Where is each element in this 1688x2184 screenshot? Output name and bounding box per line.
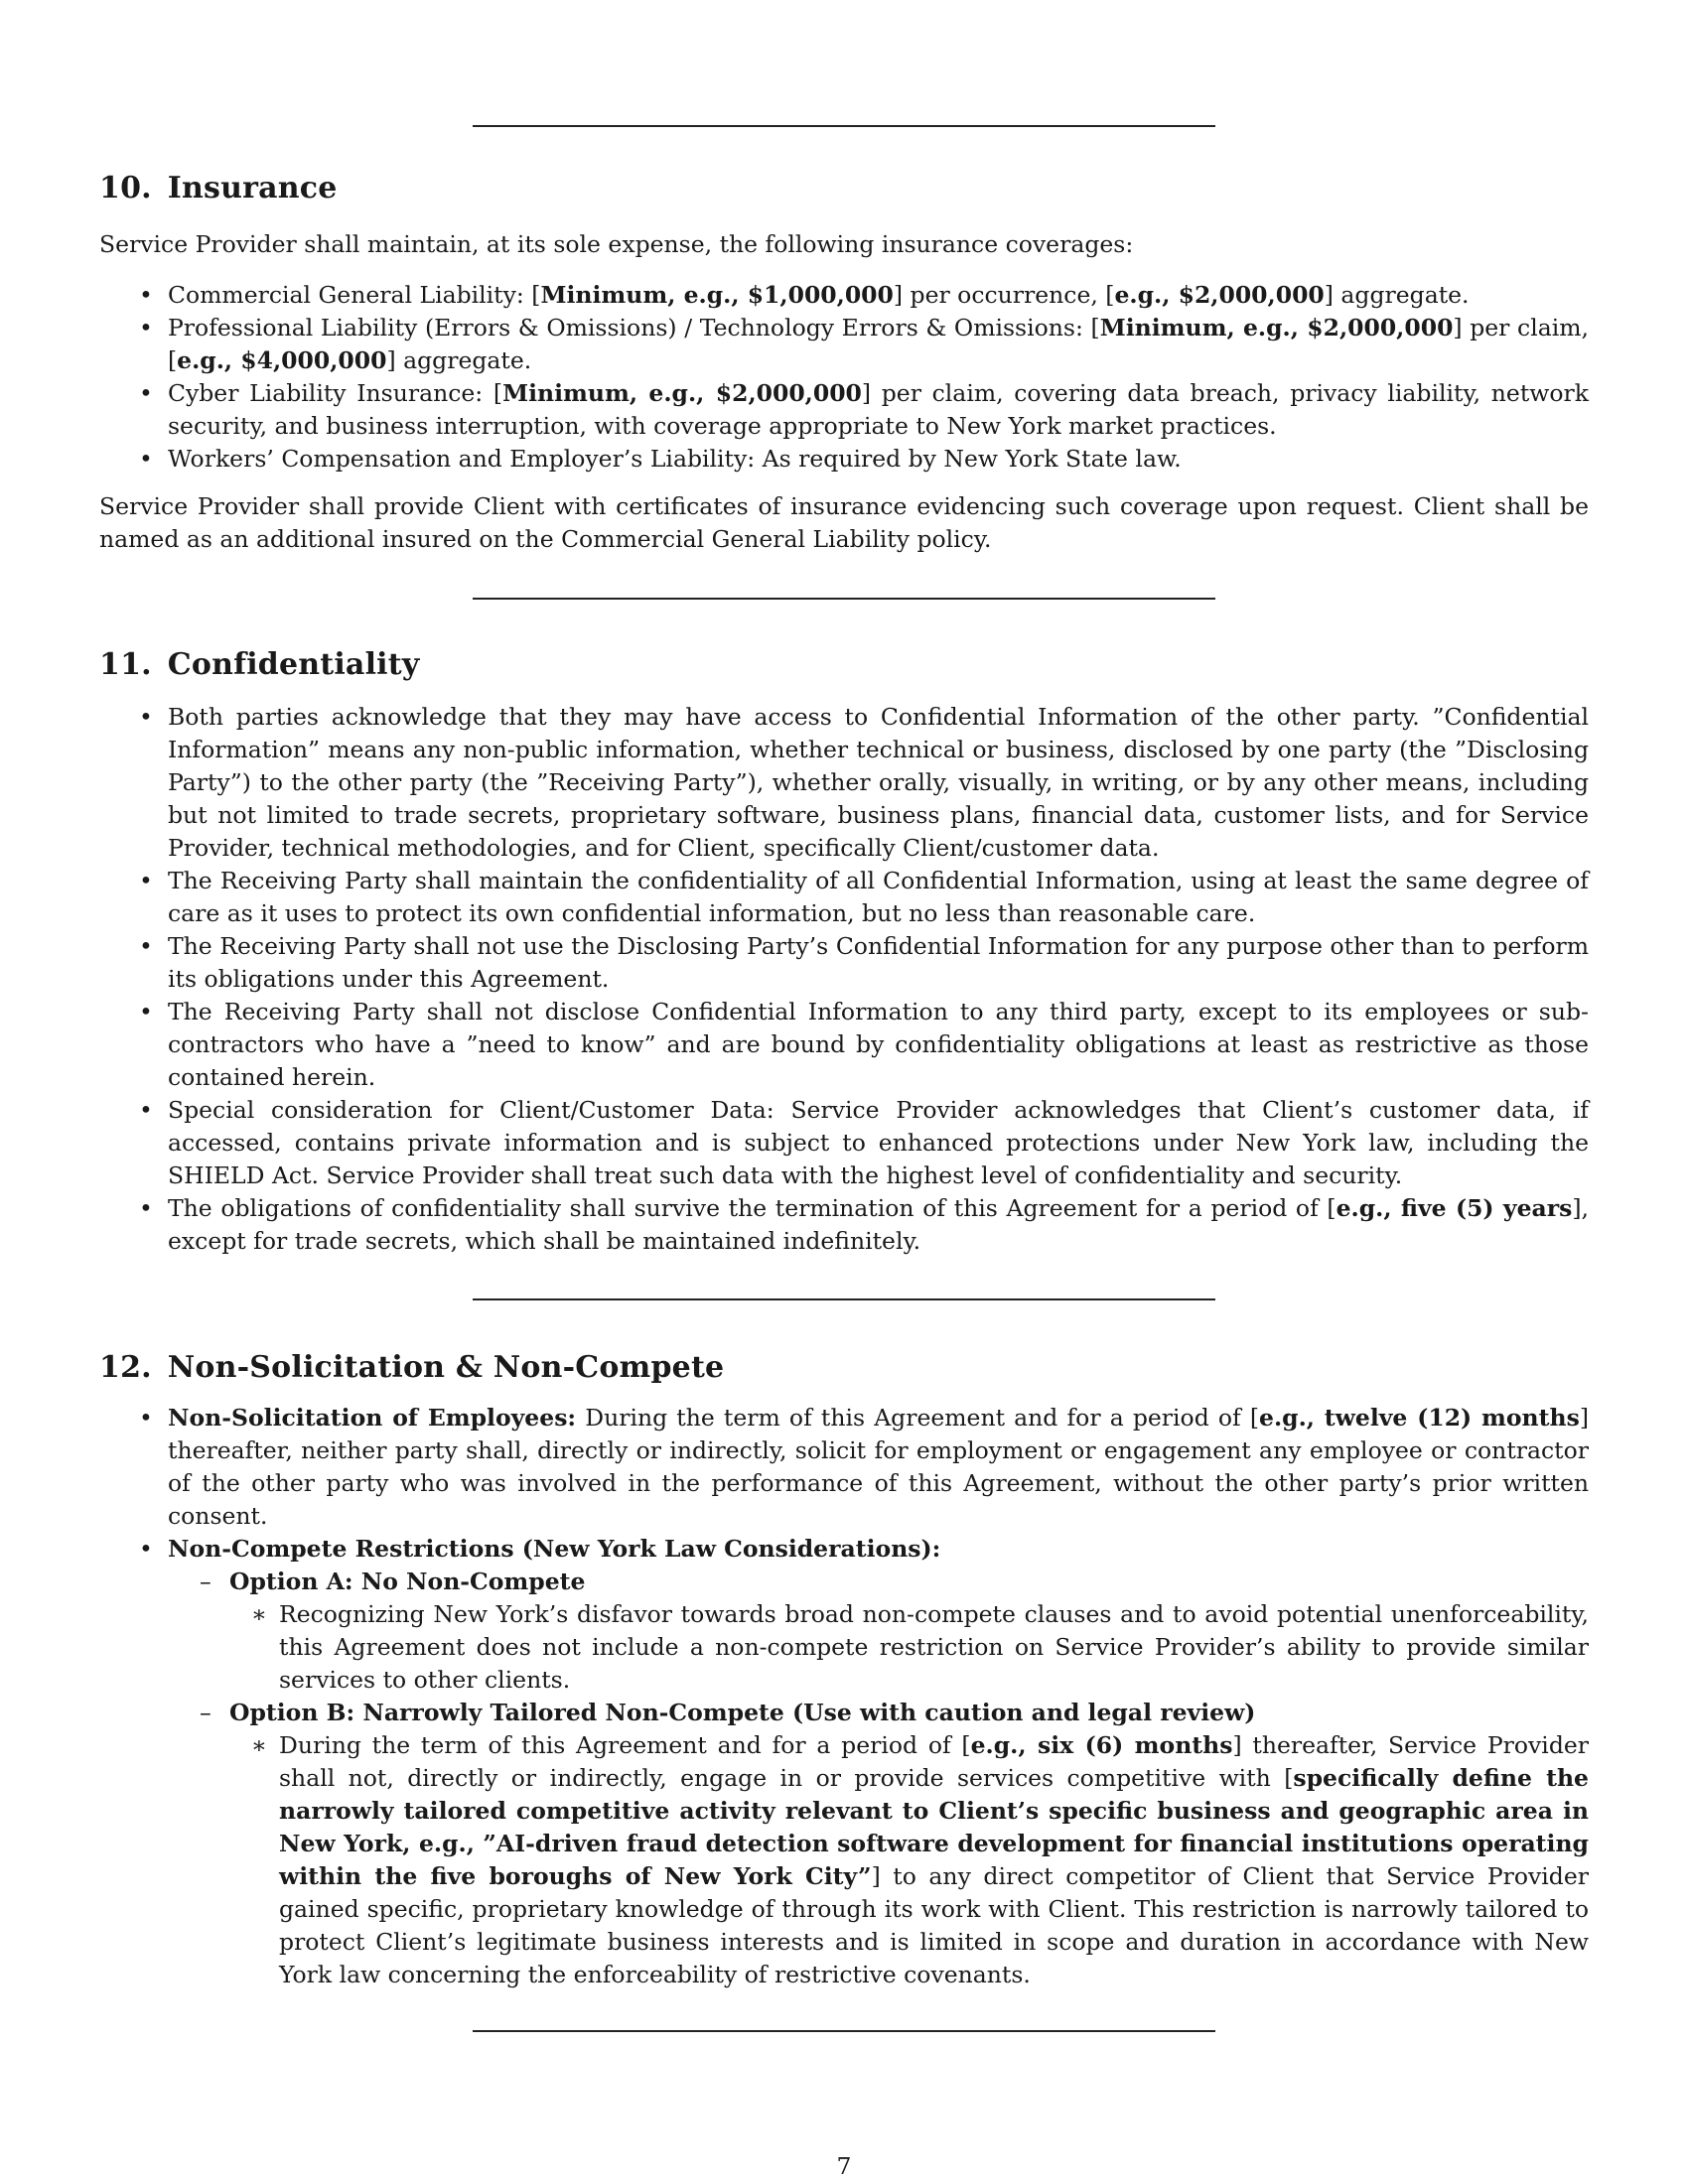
- list-item: • Cyber Liability Insurance: [Minimum, e.g., $2,000,000] per claim, covering data breach, privacy liability, network security, and business interruption, with coverage appropriate to New York market practices.: [99, 377, 1589, 443]
- section-number: 11.: [99, 647, 152, 682]
- star-bullet: ∗: [251, 1731, 267, 1759]
- list-item: • Workers’ Compensation and Employer’s Liability: As required by New York State law.: [99, 443, 1589, 476]
- insurance-list: [99, 279, 1589, 476]
- section-number: 12.: [99, 1350, 152, 1385]
- section-divider: [473, 125, 1215, 127]
- section-number: 10.: [99, 171, 152, 205]
- section-divider: [473, 1298, 1215, 1300]
- option-b: [168, 1697, 1589, 1991]
- list-item: • Both parties acknowledge that they may have access to Confidential Information of the other party. ”Confidential Information” means any non-public information, whether technical or business, disclosed by one party (the ”Disclosing Party”) to the other party (the ”Receiving Party”), whether orally, visually, in writing, or by any other means, including but not limited to trade secrets, proprietary software, business plans, financial data, customer lists, and for Service Provider, technical methodologies, and for Client, specifically Client/customer data.: [99, 701, 1589, 865]
- list-item: [99, 1533, 1589, 1991]
- section-heading-confidentiality: [99, 647, 419, 682]
- section-title: Insurance: [167, 171, 338, 205]
- star-bullet: ∗: [251, 1600, 267, 1628]
- list-item: • The Receiving Party shall maintain the confidentiality of all Confidential Information, using at least the same degree of care as it uses to protect its own confidential information, but no less than reasonable care.: [99, 865, 1589, 930]
- insurance-closing: Service Provider shall provide Client with certificates of insurance evidencing such coverage upon request. Client shall be named as an additional insured on the Commercial General Liability policy.: [99, 492, 1589, 553]
- list-item: • Special consideration for Client/Customer Data: Service Provider acknowledges that Client’s customer data, if accessed, contains private information and is subject to enhanced protections under New York law, including the SHIELD Act. Service Provider shall treat such data with the highest level of confidentiality and security.: [99, 1094, 1589, 1192]
- insurance-intro: Service Provider shall maintain, at its sole expense, the following insurance coverages:: [99, 230, 1134, 258]
- section-heading-insurance: [99, 171, 338, 205]
- confidentiality-list: [99, 701, 1589, 1258]
- section-divider: [473, 598, 1215, 600]
- dash-bullet: –: [200, 1699, 211, 1726]
- document-page: [99, 0, 1589, 2184]
- list-item: • Commercial General Liability: [Minimum, e.g., $1,000,000] per occurrence, [e.g., $2,000,000] aggregate.: [99, 279, 1589, 312]
- list-item: • The obligations of confidentiality shall survive the termination of this Agreement for a period of [e.g., five (5) years], except for trade secrets, which shall be maintained indefinitely.: [99, 1192, 1589, 1258]
- option-b-title: Option B: Narrowly Tailored Non-Compete (Use with caution and legal review): [229, 1699, 1256, 1726]
- section-heading-noncompete: [99, 1350, 724, 1385]
- option-b-text: During the term of this Agreement and for a period of [e.g., six (6) months] thereafter, Service Provider shall not, directly or indirectly, engage in or provide services competitive with [specifically define the narrowly tailored competitive activity relevant to Client’s specific business and geographic area in New York, e.g., ”AI-driven fraud detection software development for financial institutions operating within the five boroughs of New York City”] to any direct competitor of Client that Service Provider gained specific, proprietary knowledge of through its work with Client. This restriction is narrowly tailored to protect Client’s legitimate business interests and is limited in scope and duration in accordance with New York law concerning the enforceability of restrictive covenants.: [279, 1731, 1589, 1988]
- section-divider: [473, 2030, 1215, 2032]
- dash-bullet: –: [200, 1568, 211, 1595]
- list-item: • Professional Liability (Errors & Omissions) / Technology Errors & Omissions: [Minimum, e.g., $2,000,000] per claim, [e.g., $4,000,000] aggregate.: [99, 312, 1589, 377]
- noncompete-list: [99, 1402, 1589, 1991]
- page-number: 7: [836, 2152, 852, 2180]
- option-a: [168, 1566, 1589, 1697]
- list-item: • The Receiving Party shall not disclose Confidential Information to any third party, except to its employees or sub-contractors who have a ”need to know” and are bound by confidentiality obligations at least as restrictive as those contained herein.: [99, 996, 1589, 1094]
- section-title: Confidentiality: [167, 647, 420, 682]
- option-a-title: Option A: No Non-Compete: [229, 1568, 586, 1595]
- list-item: • Non-Solicitation of Employees: During the term of this Agreement and for a period of [e.g., twelve (12) months] thereafter, neither party shall, directly or indirectly, solicit for employment or engagement any employee or contractor of the other party who was involved in the performance of this Agreement, without the other party’s prior written consent.: [99, 1402, 1589, 1533]
- section-title: Non-Solicitation & Non-Compete: [167, 1350, 725, 1385]
- option-a-text: Recognizing New York’s disfavor towards broad non-compete clauses and to avoid potential unenforceability, this Agreement does not include a non-compete restriction on Service Provider’s ability to provide similar services to other clients.: [279, 1600, 1589, 1694]
- list-item: • The Receiving Party shall not use the Disclosing Party’s Confidential Information for any purpose other than to perform its obligations under this Agreement.: [99, 930, 1589, 996]
- restrictions-lead: Non-Compete Restrictions (New York Law Considerations):: [168, 1535, 941, 1563]
